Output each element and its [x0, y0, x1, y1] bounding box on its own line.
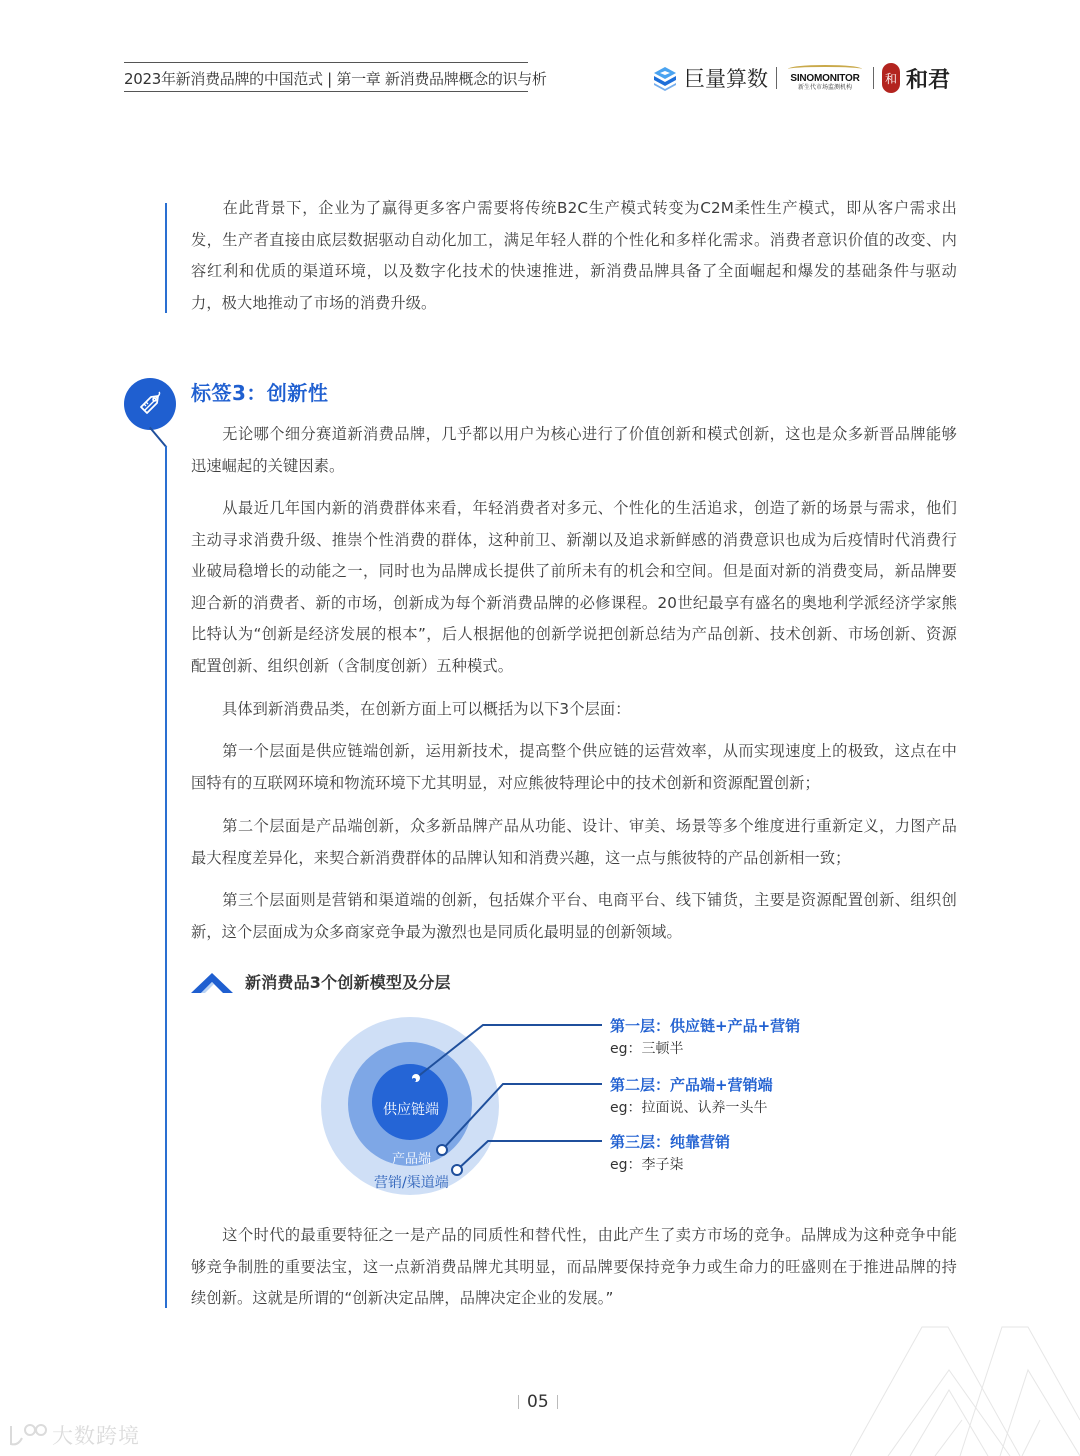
layer-1-label: 第一层：供应链+产品+营销 — [610, 1017, 801, 1035]
section-paragraph: 具体到新消费品类，在创新方面上可以概括为以下3个层面： — [222, 700, 631, 718]
figure-title-row — [191, 970, 451, 993]
layer-3-label: 第三层：纯靠营销 — [610, 1133, 731, 1151]
sinomonitor-logo — [785, 65, 865, 92]
hejun-seal-icon: 和 — [882, 63, 900, 93]
chevron-up-icon — [191, 971, 233, 993]
section-paragraph: 第三个层面则是营销和渠道端的创新，包括媒介平台、电商平台、线下铺货，主要是资源配置创新、组织创新，这个层面成为众多商家竞争最为激烈也是同质化最明显的创新领域。 — [191, 891, 957, 941]
section-paragraph: 第二个层面是产品端创新，众多新品牌产品从功能、设计、审美、场景等多个维度进行重新定义，力图产品最大程度差异化，来契合新消费群体的品牌认知和消费兴趣，这一点与熊彼特的产品创新相一致； — [191, 817, 957, 867]
watermark-text: 大数跨境 — [52, 1424, 140, 1448]
page-number: 05 — [527, 1392, 549, 1412]
section-paragraph: 第一个层面是供应链端创新，运用新技术，提高整个供应链的运营效率，从而实现速度上的极致，这点在中国特有的互联网环境和物流环境下尤其明显，对应熊彼特理论中的技术创新和资源配置创新； — [191, 742, 957, 792]
logo-divider — [776, 67, 777, 89]
document-title: 2023年新消费品牌的中国范式 | 第一章 新消费品牌概念的识与析 — [124, 70, 547, 88]
hejun-name: 和君 — [906, 66, 951, 93]
page-number-divider — [518, 1395, 519, 1409]
section-paragraph: 从最近几年国内新的消费群体来看，年轻消费者对多元、个性化的生活追求，创造了新的场景与需求，他们主动寻求消费升级、推崇个性消费的群体，这种前卫、新潮以及追求新鲜感的消费意识也成为后疫情时代消费行业破局稳增长的动能之一，同时也为品牌成长提供了前所未有的机会和空间。但是面对新的消费变局，新品牌要迎合新的消费者、新的市场，创新成为每个新消费品牌的必修课程。20世纪最享有盛名的奥地利学派经济学家熊比特认为“创新是经济发展的根本”，后人根据他的创新学说把创新总结为产品创新、技术创新、市场创新、资源配置创新、组织创新（含制度创新）五种模式。 — [191, 499, 957, 675]
tag-icon-badge — [124, 378, 176, 430]
juliang-name: 巨量算数 — [684, 67, 768, 91]
ring-label-supply-chain: 供应链端 — [383, 1102, 439, 1118]
section-paragraph: 无论哪个细分赛道新消费品牌，几乎都以用户为核心进行了价值创新和模式创新，这也是众多新晋品牌能够迅速崛起的关键因素。 — [191, 425, 957, 475]
hejun-logo — [882, 63, 950, 94]
sinomonitor-arc — [788, 65, 862, 73]
page-number-divider — [557, 1395, 558, 1409]
innovation-layer-diagram — [320, 1010, 840, 1200]
intro-paragraph: 在此背景下，企业为了赢得更多客户需要将传统B2C生产模式转变为C2M柔性生产模式，即从客户需求出发，生产者直接由底层数据驱动自动化加工，满足年轻人群的个性化和多样化需求。消费者意识价值的改变、内容红利和优质的渠道环境，以及数字化技术的快速推进，新消费品牌具备了全面崛起和爆发的基础条件与驱动力，极大地推动了市场的消费升级。 — [191, 199, 957, 312]
tag-connector-line — [149, 427, 167, 448]
layer-2-example: eg：拉面说、认养一头牛 — [610, 1100, 768, 1116]
partner-logos — [652, 58, 950, 98]
header-title-box — [124, 62, 547, 92]
figure-title: 新消费品3个创新模型及分层 — [245, 973, 451, 992]
page-number-box — [518, 1392, 558, 1412]
decorative-mountain-lines — [850, 1310, 1080, 1456]
logo-divider — [873, 67, 874, 89]
layer-1-example: eg：三顿半 — [610, 1041, 684, 1057]
watermark — [8, 1420, 140, 1450]
juliang-logo — [652, 63, 768, 93]
section-title: 标签3：创新性 — [191, 381, 329, 405]
watermark-logo-icon — [8, 1422, 48, 1448]
layer-2-label: 第二层：产品端+营销端 — [610, 1076, 773, 1094]
price-tag-icon — [135, 389, 165, 419]
ring-label-product: 产品端 — [392, 1152, 432, 1167]
sinomonitor-name: SINOMONITOR — [790, 72, 860, 84]
sinomonitor-subtitle: 新生代市场监测机构 — [797, 83, 852, 91]
closing-paragraph: 这个时代的最重要特征之一是产品的同质性和替代性，由此产生了卖方市场的竞争。品牌成为这种竞争中能够竞争制胜的重要法宝，这一点新消费品牌尤其明显，而品牌要保持竞争力或生命力的旺盛则在于推进品牌的持续创新。这就是所谓的“创新决定品牌，品牌决定企业的发展。” — [191, 1226, 957, 1307]
layer-3-example: eg：李子柒 — [610, 1157, 684, 1173]
section-accent-bar — [165, 446, 167, 1308]
juliang-cube-icon — [652, 65, 678, 91]
ring-label-marketing-channel: 营销/渠道端 — [374, 1175, 449, 1191]
intro-accent-bar — [165, 203, 167, 313]
